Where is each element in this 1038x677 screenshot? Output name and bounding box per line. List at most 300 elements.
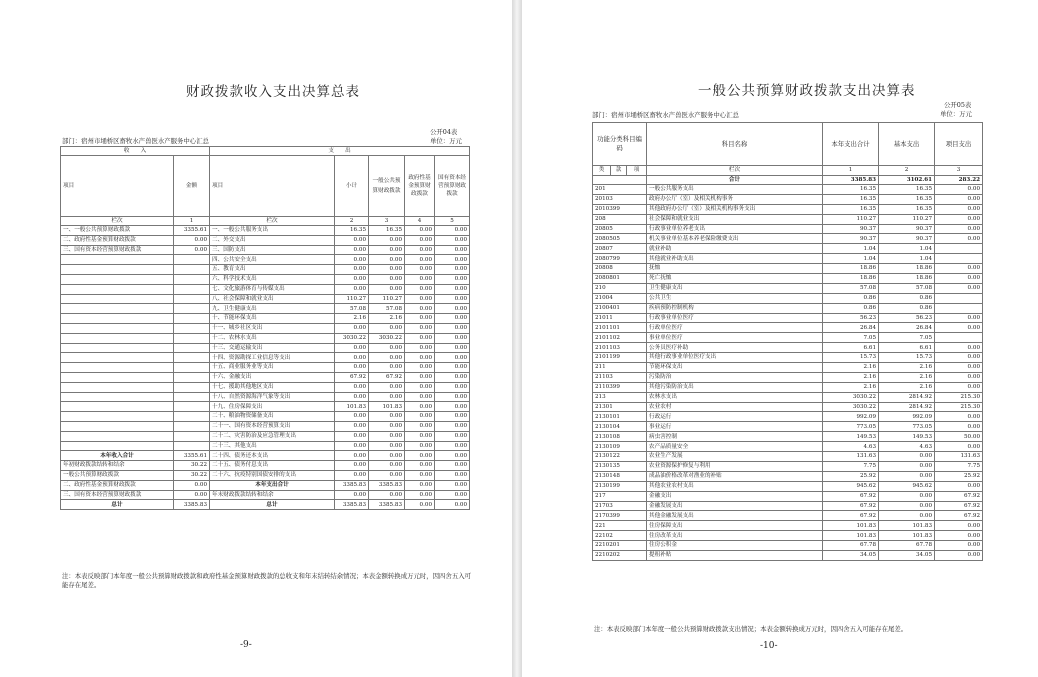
left-cell xyxy=(174,402,210,412)
right-cell: 0.00 xyxy=(935,550,983,560)
left-cell: 十一、城乡社区支出 xyxy=(210,323,335,333)
left-cell: 0.00 xyxy=(435,441,470,451)
right-code-cell: 21301 xyxy=(593,402,647,412)
right-code-cell: 2170399 xyxy=(593,511,647,521)
left-cell: 0.00 xyxy=(369,343,405,353)
left-cell: 总计 xyxy=(210,500,335,510)
left-cell: 一般公共预算财政拨款 xyxy=(61,470,174,480)
left-page xyxy=(0,0,512,677)
left-cell xyxy=(61,284,174,294)
left-cell: 十八、自然资源海洋气象等支出 xyxy=(210,392,335,402)
right-cell: 2.16 xyxy=(823,363,879,373)
left-cell: 3030.22 xyxy=(369,333,405,343)
right-cell: 0.00 xyxy=(935,234,983,244)
left-table-row xyxy=(61,441,470,451)
left-cell: 0.00 xyxy=(405,255,435,265)
sum-basic: 3102.61 xyxy=(879,176,935,185)
left-cell xyxy=(61,431,174,441)
left-cell: 3355.61 xyxy=(174,451,210,461)
left-cell xyxy=(174,353,210,363)
left-cell: 0.00 xyxy=(369,431,405,441)
left-cell: 0.00 xyxy=(405,235,435,245)
right-code-cell: 21011 xyxy=(593,313,647,323)
right-cell: 1.04 xyxy=(823,244,879,254)
right-cell: 住房公积金 xyxy=(647,541,823,551)
left-cell xyxy=(174,294,210,304)
right-cell: 0.00 xyxy=(879,452,935,462)
left-table-row xyxy=(61,333,470,343)
sum-code-blank xyxy=(593,176,647,185)
left-cell xyxy=(61,412,174,422)
right-cell: 4.63 xyxy=(823,442,879,452)
left-unit: 单位：万元 xyxy=(430,137,462,145)
left-table-row xyxy=(61,304,470,314)
right-cell: 0.00 xyxy=(935,382,983,392)
right-code-cell: 2101199 xyxy=(593,353,647,363)
right-cell: 事业运行 xyxy=(647,422,823,432)
right-cell: 其他就业补助支出 xyxy=(647,254,823,264)
right-cell: 945.62 xyxy=(823,481,879,491)
left-cell: 16.35 xyxy=(335,226,369,236)
left-cell: 0.00 xyxy=(335,451,369,461)
left-cell: 101.83 xyxy=(369,402,405,412)
left-cell: 十、节能环保支出 xyxy=(210,314,335,324)
right-cell: 0.00 xyxy=(935,353,983,363)
left-cell: 0.00 xyxy=(369,353,405,363)
left-cell: 0.00 xyxy=(405,431,435,441)
left-cell: 110.27 xyxy=(335,294,369,304)
left-cell xyxy=(174,255,210,265)
right-table-row xyxy=(593,333,983,343)
left-cell: 0.00 xyxy=(369,470,405,480)
right-cell: 16.35 xyxy=(823,194,879,204)
right-cell: 事业单位医疗 xyxy=(647,333,823,343)
left-cell: 0.00 xyxy=(335,363,369,373)
left-cell: 3385.83 xyxy=(174,500,210,510)
left-col-index: 4 xyxy=(405,217,435,226)
right-cell: 110.27 xyxy=(823,214,879,224)
left-cell: 0.00 xyxy=(174,490,210,500)
left-col-index: 1 xyxy=(174,217,210,226)
right-cell: 0.00 xyxy=(935,323,983,333)
right-cell: 34.05 xyxy=(823,550,879,560)
col-label: 栏次 xyxy=(647,166,823,176)
left-table-row xyxy=(61,265,470,275)
left-cell: 2.16 xyxy=(369,314,405,324)
left-cell: 0.00 xyxy=(405,461,435,471)
left-cell xyxy=(174,265,210,275)
right-code-cell: 2101101 xyxy=(593,323,647,333)
right-cell: 提租补贴 xyxy=(647,550,823,560)
right-code-cell: 2101103 xyxy=(593,343,647,353)
left-col-index: 栏次 xyxy=(61,217,174,226)
left-cell xyxy=(174,372,210,382)
right-cell xyxy=(935,303,983,313)
right-cell: 0.00 xyxy=(879,471,935,481)
left-cell: 0.00 xyxy=(435,500,470,510)
left-cell xyxy=(174,274,210,284)
left-cell: 0.00 xyxy=(369,441,405,451)
right-cell: 67.92 xyxy=(935,511,983,521)
right-cell: 2.16 xyxy=(879,372,935,382)
left-cell xyxy=(174,392,210,402)
left-cell: 二十二、灾害防治及应急管理支出 xyxy=(210,431,335,441)
right-table-row xyxy=(593,491,983,501)
right-cell: 农业农村 xyxy=(647,402,823,412)
left-col-index: 栏次 xyxy=(210,217,335,226)
header-subtotal: 小计 xyxy=(335,156,369,217)
left-table-row xyxy=(61,461,470,471)
right-cell: 住房改革支出 xyxy=(647,531,823,541)
right-table-row xyxy=(593,274,983,284)
left-table-row xyxy=(61,235,470,245)
right-cell xyxy=(935,254,983,264)
right-cell: 2.16 xyxy=(823,372,879,382)
right-cell: 110.27 xyxy=(879,214,935,224)
left-cell: 0.00 xyxy=(435,451,470,461)
left-cell: 一、一般公共服务支出 xyxy=(210,226,335,236)
left-table xyxy=(60,146,470,510)
right-cell: 18.86 xyxy=(879,274,935,284)
right-cell: 16.35 xyxy=(879,194,935,204)
right-table-row xyxy=(593,293,983,303)
left-cell: 0.00 xyxy=(435,353,470,363)
left-table-row xyxy=(61,431,470,441)
right-cell: 3030.22 xyxy=(823,392,879,402)
right-table-row xyxy=(593,432,983,442)
right-table-row xyxy=(593,481,983,491)
left-cell: 0.00 xyxy=(435,382,470,392)
left-cell: 九、卫生健康支出 xyxy=(210,304,335,314)
right-cell: 0.00 xyxy=(935,194,983,204)
expense-header: 支 出 xyxy=(210,147,470,156)
right-code-cell: 2130104 xyxy=(593,422,647,432)
header-project: 项目支出 xyxy=(935,123,983,166)
left-cell: 0.00 xyxy=(435,470,470,480)
right-cell: 行政事业单位养老支出 xyxy=(647,224,823,234)
left-cell: 本年收入合计 xyxy=(61,451,174,461)
right-cell: 其他污染防治支出 xyxy=(647,382,823,392)
left-cell xyxy=(61,274,174,284)
right-cell: 0.00 xyxy=(935,224,983,234)
left-cell: 三、国有资本经营预算财政拨款 xyxy=(61,490,174,500)
right-table-row xyxy=(593,323,983,333)
left-cell: 57.08 xyxy=(335,304,369,314)
left-cell: 八、社会保障和就业支出 xyxy=(210,294,335,304)
right-table-row xyxy=(593,224,983,234)
left-cell: 十四、资源勘探工业信息等支出 xyxy=(210,353,335,363)
right-cell: 25.92 xyxy=(935,471,983,481)
left-cell: 二十五、债务付息支出 xyxy=(210,461,335,471)
right-cell: 90.37 xyxy=(879,234,935,244)
left-cell: 0.00 xyxy=(435,226,470,236)
left-cell: 0.00 xyxy=(405,500,435,510)
left-cell: 0.00 xyxy=(405,421,435,431)
left-cell: 0.00 xyxy=(405,245,435,255)
left-cell: 0.00 xyxy=(405,353,435,363)
left-cell: 0.00 xyxy=(435,363,470,373)
left-table-row xyxy=(61,470,470,480)
right-cell: 行政运行 xyxy=(647,412,823,422)
header-basic: 基本支出 xyxy=(879,123,935,166)
left-cell: 0.00 xyxy=(435,314,470,324)
right-cell: 0.86 xyxy=(823,293,879,303)
right-cell: 16.35 xyxy=(879,185,935,195)
left-table-row xyxy=(61,343,470,353)
left-cell: 0.00 xyxy=(335,412,369,422)
left-cell xyxy=(174,333,210,343)
col-2: 2 xyxy=(879,166,935,176)
right-table-row xyxy=(593,283,983,293)
left-cell: 0.00 xyxy=(335,353,369,363)
right-cell: 0.00 xyxy=(935,313,983,323)
right-cell: 56.23 xyxy=(823,313,879,323)
left-cell: 0.00 xyxy=(369,265,405,275)
left-cell: 四、公共安全支出 xyxy=(210,255,335,265)
left-cell: 57.08 xyxy=(369,304,405,314)
left-cell: 0.00 xyxy=(369,235,405,245)
left-cell xyxy=(61,314,174,324)
left-cell: 本年支出合计 xyxy=(210,480,335,490)
left-cell: 0.00 xyxy=(335,274,369,284)
right-cell: 0.00 xyxy=(879,501,935,511)
left-col-index: 5 xyxy=(435,217,470,226)
left-cell: 0.00 xyxy=(405,343,435,353)
left-cell xyxy=(174,382,210,392)
left-cell: 0.00 xyxy=(405,284,435,294)
right-cell: 90.37 xyxy=(823,224,879,234)
left-cell xyxy=(174,421,210,431)
left-col-index: 3 xyxy=(369,217,405,226)
left-cell: 0.00 xyxy=(405,480,435,490)
right-cell: 26.84 xyxy=(823,323,879,333)
right-cell: 2.16 xyxy=(879,363,935,373)
right-table-row xyxy=(593,194,983,204)
left-cell: 0.00 xyxy=(405,412,435,422)
right-cell: 0.00 xyxy=(935,274,983,284)
left-cell: 0.00 xyxy=(405,372,435,382)
left-table-row xyxy=(61,402,470,412)
left-cell: 0.00 xyxy=(435,323,470,333)
right-cell: 0.00 xyxy=(879,491,935,501)
left-table-row xyxy=(61,451,470,461)
left-cell xyxy=(61,421,174,431)
right-cell: 101.83 xyxy=(879,531,935,541)
left-cell: 总计 xyxy=(61,500,174,510)
right-cell: 992.09 xyxy=(879,412,935,422)
left-cell xyxy=(61,294,174,304)
left-page-number: -9- xyxy=(240,640,252,650)
right-form-code: 公开05表 xyxy=(944,101,972,109)
right-cell: 农业生产发展 xyxy=(647,452,823,462)
left-cell: 0.00 xyxy=(369,363,405,373)
left-cell xyxy=(61,304,174,314)
left-col-index: 2 xyxy=(335,217,369,226)
right-cell: 16.35 xyxy=(823,185,879,195)
left-cell: 3385.83 xyxy=(335,500,369,510)
left-cell xyxy=(61,343,174,353)
right-table-row xyxy=(593,343,983,353)
left-cell: 0.00 xyxy=(369,412,405,422)
left-cell: 0.00 xyxy=(369,392,405,402)
left-cell: 0.00 xyxy=(435,235,470,245)
right-cell: 0.00 xyxy=(935,363,983,373)
right-cell: 住房保障支出 xyxy=(647,521,823,531)
left-cell: 0.00 xyxy=(435,392,470,402)
right-table-row xyxy=(593,204,983,214)
right-cell xyxy=(935,293,983,303)
right-code-cell: 2100401 xyxy=(593,303,647,313)
right-cell: 0.00 xyxy=(935,412,983,422)
left-cell: 0.00 xyxy=(435,294,470,304)
right-cell: 0.00 xyxy=(935,541,983,551)
left-cell: 0.00 xyxy=(435,274,470,284)
header-amount: 金额 xyxy=(174,156,210,217)
right-cell: 疾病预防控制机构 xyxy=(647,303,823,313)
left-cell xyxy=(174,431,210,441)
right-table-row xyxy=(593,353,983,363)
left-table-row xyxy=(61,284,470,294)
left-cell: 0.00 xyxy=(435,245,470,255)
sum-total: 3385.83 xyxy=(823,176,879,185)
left-cell: 101.83 xyxy=(335,402,369,412)
right-page xyxy=(522,0,1038,677)
left-cell: 0.00 xyxy=(335,265,369,275)
left-cell: 0.00 xyxy=(369,451,405,461)
left-cell: 0.00 xyxy=(435,431,470,441)
right-cell: 18.86 xyxy=(823,264,879,274)
right-code-cell: 2010399 xyxy=(593,204,647,214)
right-code-cell: 208 xyxy=(593,214,647,224)
right-cell: 0.00 xyxy=(935,283,983,293)
left-cell: 16.35 xyxy=(369,226,405,236)
left-cell: 3385.83 xyxy=(335,480,369,490)
left-cell: 0.00 xyxy=(405,294,435,304)
right-cell: 16.35 xyxy=(879,204,935,214)
left-cell: 0.00 xyxy=(335,382,369,392)
right-cell: 公共卫生 xyxy=(647,293,823,303)
right-table-row xyxy=(593,412,983,422)
right-table-row xyxy=(593,550,983,560)
right-cell: 一般公共服务支出 xyxy=(647,185,823,195)
left-table-row xyxy=(61,226,470,236)
left-cell: 0.00 xyxy=(335,431,369,441)
left-table-row xyxy=(61,392,470,402)
right-cell: 0.00 xyxy=(935,442,983,452)
right-code-cell: 221 xyxy=(593,521,647,531)
right-cell: 50.00 xyxy=(935,432,983,442)
left-cell: 0.00 xyxy=(435,372,470,382)
left-table-row xyxy=(61,274,470,284)
left-cell: 0.00 xyxy=(435,402,470,412)
right-table-row xyxy=(593,531,983,541)
right-cell: 0.00 xyxy=(935,264,983,274)
right-code-cell: 20808 xyxy=(593,264,647,274)
right-table-row xyxy=(593,501,983,511)
right-cell: 行政事业单位医疗 xyxy=(647,313,823,323)
header-item: 项目 xyxy=(61,156,174,217)
left-cell: 十二、农林水支出 xyxy=(210,333,335,343)
left-cell: 30.22 xyxy=(174,470,210,480)
left-cell xyxy=(174,441,210,451)
right-cell: 其他政府办公厅（室）及相关机构事务支出 xyxy=(647,204,823,214)
header-xiang: 项 xyxy=(627,166,647,176)
right-cell: 67.78 xyxy=(879,541,935,551)
left-cell: 三、国防支出 xyxy=(210,245,335,255)
right-cell: 2.16 xyxy=(879,382,935,392)
right-table-row xyxy=(593,244,983,254)
right-cell: 18.86 xyxy=(879,264,935,274)
right-table-row xyxy=(593,452,983,462)
left-cell xyxy=(61,363,174,373)
right-table-row xyxy=(593,471,983,481)
right-cell: 成品油价格改革对渔业的补贴 xyxy=(647,471,823,481)
right-cell: 131.63 xyxy=(935,452,983,462)
right-code-cell: 217 xyxy=(593,491,647,501)
left-cell: 0.00 xyxy=(435,343,470,353)
left-cell: 0.00 xyxy=(405,274,435,284)
left-cell: 0.00 xyxy=(435,480,470,490)
right-note: 注：本表反映部门本年度一般公共预算财政拨款支出情况；本表金额转换成万元时，因四舍五入可能存在尾差。 xyxy=(594,625,908,633)
right-cell: 节能环保支出 xyxy=(647,363,823,373)
right-cell: 6.61 xyxy=(823,343,879,353)
right-cell: 0.86 xyxy=(879,293,935,303)
right-cell: 2.16 xyxy=(823,382,879,392)
left-cell: 年末财政拨款结转和结余 xyxy=(210,490,335,500)
left-cell: 二、政府性基金预算财政拨款 xyxy=(61,480,174,490)
right-cell: 3030.22 xyxy=(823,402,879,412)
right-code-cell: 213 xyxy=(593,392,647,402)
left-cell: 110.27 xyxy=(369,294,405,304)
right-cell: 0.00 xyxy=(935,204,983,214)
left-note: 注：本表反映部门本年度一般公共预算财政拨款和政府性基金预算财政拨款的总收支和年末结转结余情况；本表金额转换成万元时，因四舍五入可能存在尾差。 xyxy=(62,572,471,589)
left-cell: 0.00 xyxy=(335,343,369,353)
left-cell: 0.00 xyxy=(369,421,405,431)
left-cell: 0.00 xyxy=(369,255,405,265)
right-dept: 部门：宿州市埇桥区畜牧水产兽医水产服务中心汇总 xyxy=(592,111,739,119)
right-cell: 就业补助 xyxy=(647,244,823,254)
left-cell: 0.00 xyxy=(405,451,435,461)
right-table-row xyxy=(593,185,983,195)
right-cell: 污染防治 xyxy=(647,372,823,382)
right-cell: 0.00 xyxy=(879,461,935,471)
left-cell: 0.00 xyxy=(405,304,435,314)
right-cell: 0.00 xyxy=(935,422,983,432)
right-cell: 15.73 xyxy=(823,353,879,363)
sum-project: 283.22 xyxy=(935,176,983,185)
right-cell: 0.00 xyxy=(879,511,935,521)
right-table-row xyxy=(593,521,983,531)
left-cell: 三、国有资本经营预算财政拨款 xyxy=(61,245,174,255)
left-cell: 0.00 xyxy=(405,441,435,451)
right-cell: 农业资源保护修复与利用 xyxy=(647,461,823,471)
right-cell: 215.30 xyxy=(935,402,983,412)
right-cell: 67.92 xyxy=(935,501,983,511)
left-cell xyxy=(61,323,174,333)
right-cell: 0.00 xyxy=(935,214,983,224)
left-table-row xyxy=(61,314,470,324)
left-cell: 0.00 xyxy=(369,323,405,333)
right-cell: 15.73 xyxy=(879,353,935,363)
right-table-row xyxy=(593,442,983,452)
left-cell xyxy=(61,333,174,343)
left-dept: 部门：宿州市埇桥区畜牧水产兽医水产服务中心汇总 xyxy=(62,137,209,145)
left-table-row xyxy=(61,372,470,382)
right-code-cell: 2130199 xyxy=(593,481,647,491)
left-table-row xyxy=(61,480,470,490)
right-code-cell: 21703 xyxy=(593,501,647,511)
right-page-number: -10- xyxy=(760,641,778,651)
